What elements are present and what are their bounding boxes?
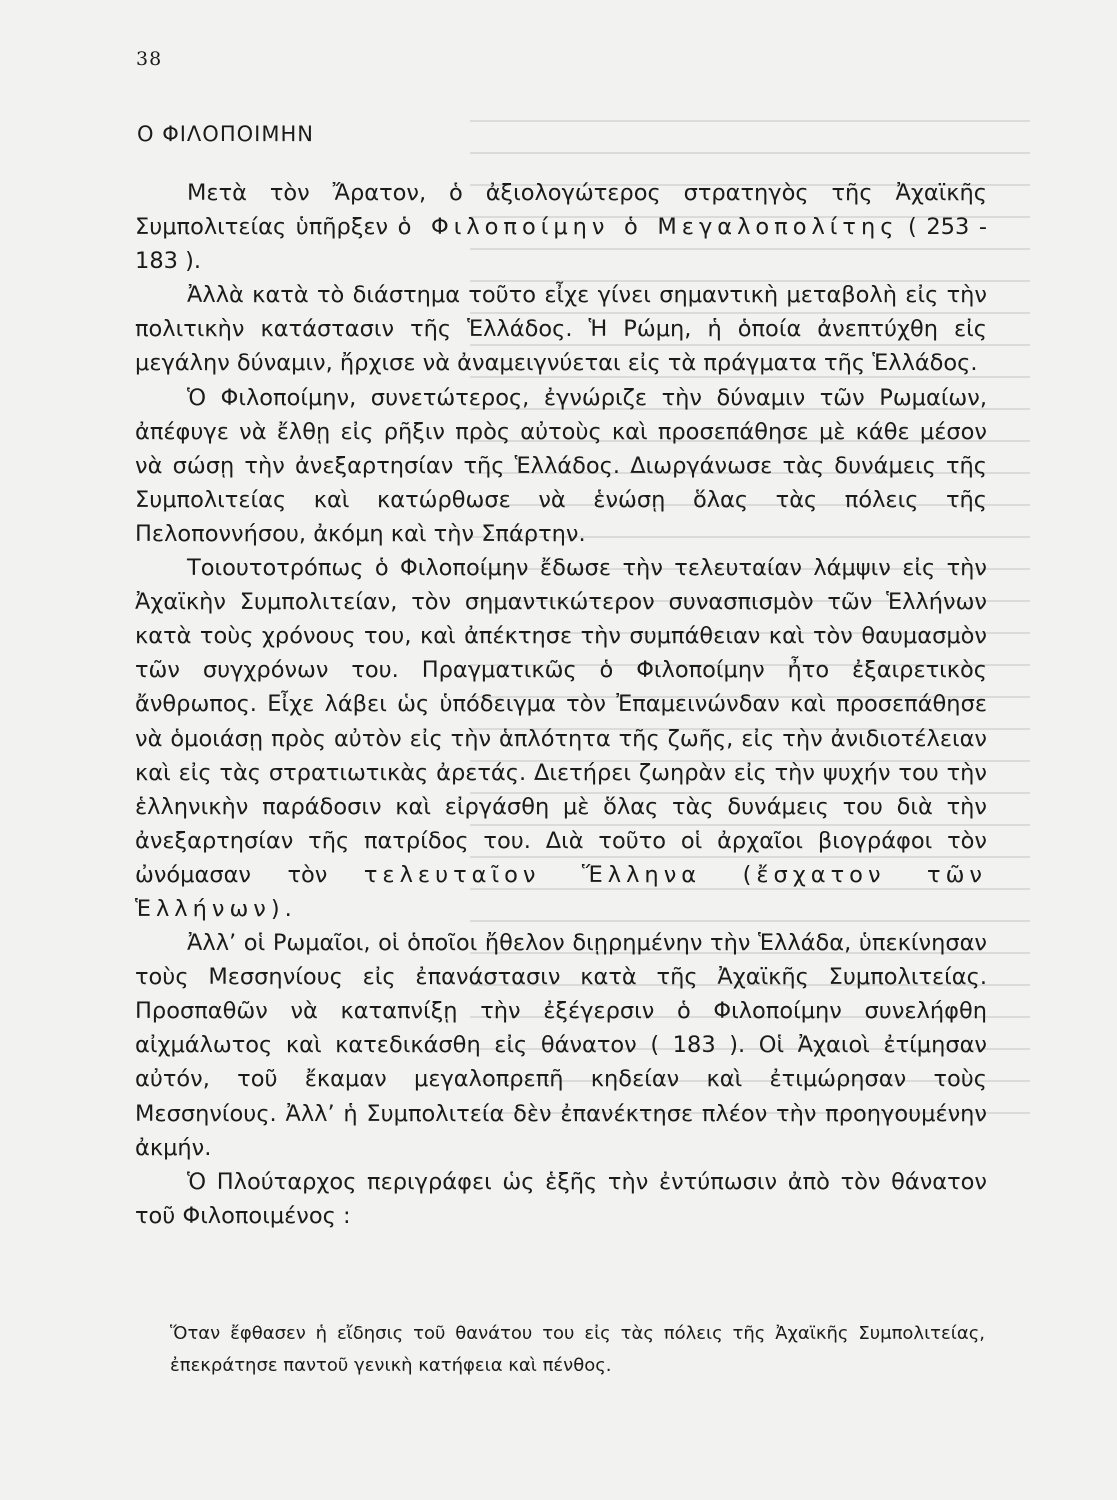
- paragraph-1-spaced-name: ὁ Φιλοποίμην ὁ Μεγαλοπολίτης: [397, 214, 899, 241]
- paragraph-5: [135, 926, 987, 1165]
- page-number: 38: [136, 48, 163, 70]
- paragraph-2-text: Ἀλλὰ κατὰ τὸ διάστημα τοῦτο εἶχε γίνει σημαντικὴ μεταβολὴ εἰς τὴν πολιτικὴν κατάστασιν τῆς Ἑλλάδος. Ἡ Ρώμη, ἡ ὁποία ἀνεπτύχθη εἰς μεγάλην δύναμιν, ἤρχισε νὰ ἀναμειγνύεται εἰς τὰ πράγματα τῆς Ἑλλάδος.: [135, 282, 987, 377]
- paragraph-4-spaced-phrase: τελευταῖον Ἕλληνα (ἔσχατον τῶν Ἑλλήνων): [135, 861, 987, 922]
- paragraph-4-period: .: [284, 895, 292, 922]
- paragraph-3: [135, 381, 987, 551]
- chapter-heading: Ο ΦΙΛΟΠΟΙΜΗΝ: [137, 122, 314, 146]
- paragraph-5-text: Ἀλλ’ οἱ Ρωμαῖοι, οἱ ὁποῖοι ἤθελον διῃρημένην τὴν Ἑλλάδα, ὑπεκίνησαν τοὺς Μεσσηνίους εἰς ἐπανάστασιν κατὰ τῆς Ἀχαϊκῆς Συμπολιτείας. Προσπαθῶν νὰ καταπνίξῃ τὴν ἐξέγερσιν ὁ Φιλοποίμην συνελήφθη αἰχμάλωτος καὶ κατεδικάσθη εἰς θάνατον ( 183 ). Οἱ Ἀχαιοὶ ἐτίμησαν αὐτόν, τοῦ ἔκαμαν μεγαλοπρεπῆ κηδείαν καὶ ἐτιμώρησαν τοὺς Μεσσηνίους. Ἀλλ’ ἡ Συμπολιτεία δὲν ἐπανέκτησε πλέον τὴν προηγουμένην ἀκμήν.: [135, 930, 987, 1161]
- paragraph-1: [135, 176, 987, 278]
- paragraph-1-text: Μετὰ τὸν Ἄρατον, ὁ ἀξιολογώτερος στρατηγὸς τῆς Ἀχαϊκῆς Συμπολιτείας ὑπῆρξεν: [135, 180, 987, 241]
- paragraph-3-text: Ὁ Φιλοποίμην, συνετώτερος, ἐγνώριζε τὴν δύναμιν τῶν Ρωμαίων, ἀπέφυγε νὰ ἔλθῃ εἰς ρῆξιν πρὸς αὐτοὺς καὶ προσεπάθησε μὲ κάθε μέσον νὰ σώσῃ τὴν ἀνεξαρτησίαν τῆς Ἑλλάδος. Διωργάνωσε τὰς δυνάμεις τῆς Συμπολιτείας καὶ κατώρθωσε νὰ ἑνώσῃ ὅλας τὰς πόλεις τῆς Πελοποννήσου, ἀκόμη καὶ τὴν Σπάρτην.: [135, 384, 987, 547]
- paragraph-6-text: Ὁ Πλούταρχος περιγράφει ὡς ἑξῆς τὴν ἐντύπωσιν ἀπὸ τὸν θάνατον τοῦ Φιλοποιμένος :: [135, 1168, 987, 1229]
- paragraph-6: [135, 1165, 987, 1233]
- paragraph-4-text: Τοιουτοτρόπως ὁ Φιλοποίμην ἔδωσε τὴν τελευταίαν λάμψιν εἰς τὴν Ἀχαϊκὴν Συμπολιτείαν, τὸν σημαντικώτερον συνασπισμὸν τῶν Ἑλλήνων κατὰ τοὺς χρόνους του, καὶ ἀπέκτησε τὴν συμπάθειαν καὶ τὸν θαυμασμὸν τῶν συγχρόνων του. Πραγματικῶς ὁ Φιλοποίμην ἦτο ἐξαιρετικὸς ἄνθρωπος. Εἶχε λάβει ὡς ὑπόδειγμα τὸν Ἐπαμεινώνδαν καὶ προσεπάθησε νὰ ὁμοιάσῃ πρὸς αὐτὸν εἰς τὴν ἁπλότητα τῆς ζωῆς, εἰς τὴν ἀνιδιοτέλειαν καὶ εἰς τὰς στρατιωτικὰς ἀρετάς. Διετήρει ζωηρὰν εἰς τὴν ψυχήν του τὴν ἑλληνικὴν παράδοσιν καὶ εἰργάσθη μὲ ὅλας τὰς δυνάμεις του διὰ τὴν ἀνεξαρτησίαν τῆς πατρίδος του. Διὰ τοῦτο οἱ ἀρχαῖοι βιογράφοι τὸν ὠνόμασαν τὸν: [135, 555, 987, 888]
- paragraph-4: [135, 551, 987, 926]
- paragraph-2: [135, 278, 987, 380]
- body-text: [135, 176, 987, 1233]
- plutarch-quote: Ὅταν ἔφθασεν ἡ εἴδησις τοῦ θανάτου του εἰς τὰς πόλεις τῆς Ἀχαϊκῆς Συμπολιτείας, ἐπεκράτησε παντοῦ γενικὴ κατήφεια καὶ πένθος.: [170, 1323, 985, 1376]
- paragraph-1-dates: ( 253 - 183 ).: [135, 214, 987, 275]
